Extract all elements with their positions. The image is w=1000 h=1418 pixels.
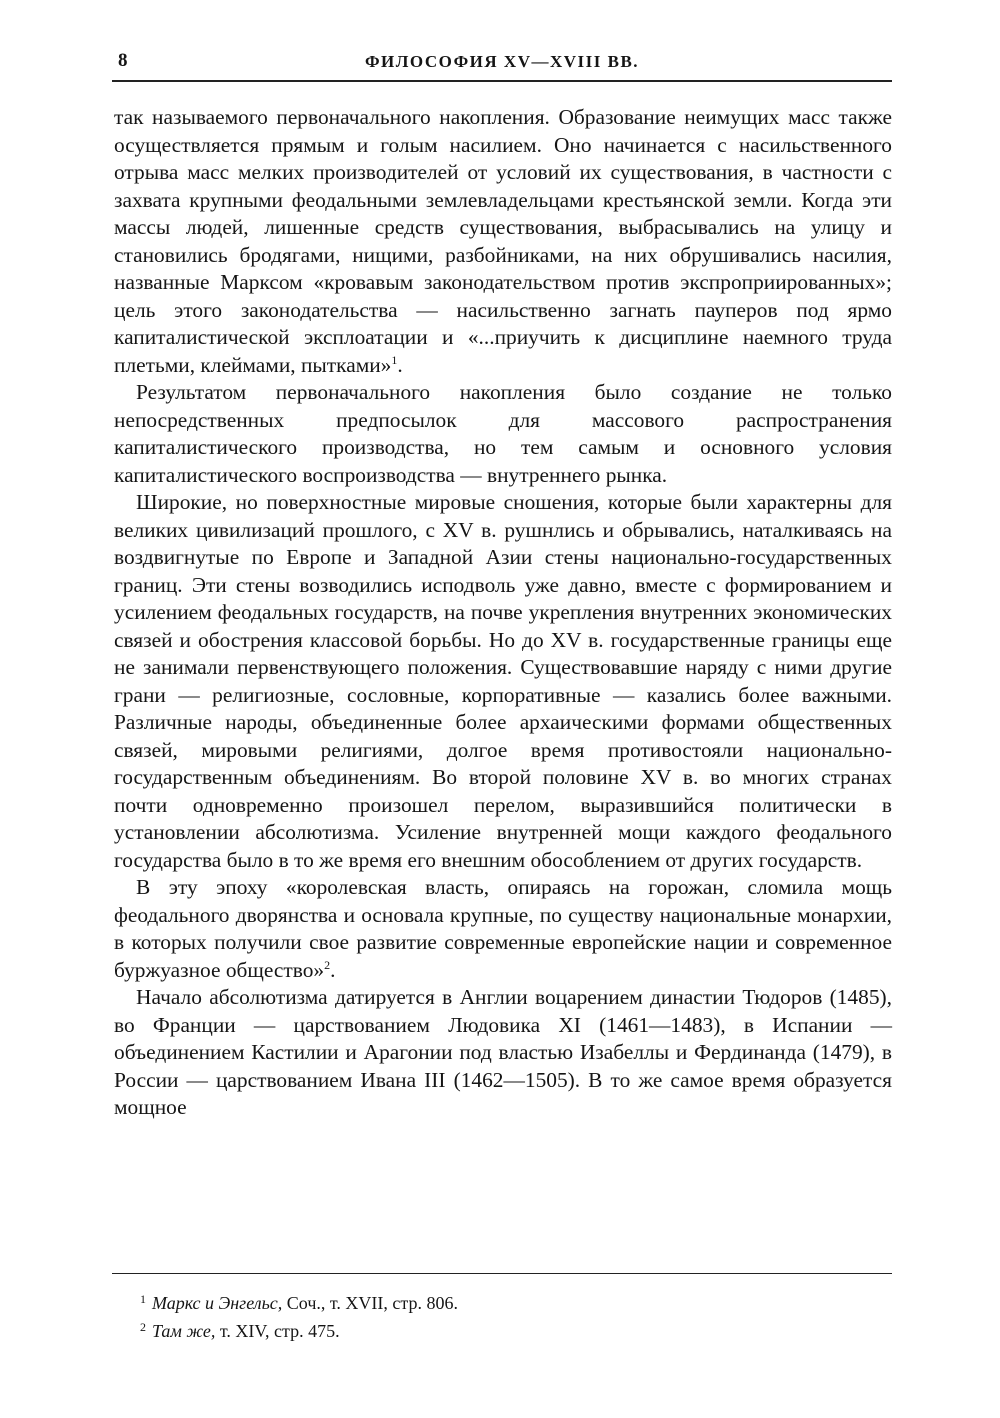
footnote-ref-1: 1 — [391, 352, 398, 367]
paragraph-4-text: В эту эпоху «королевская власть, опираясь на горожан, сломила мощь феодального дворянства и основала крупные, по существу национальные монархии, в которых получили свое развитие современные европейские нации и современное буржуазное общество» — [114, 875, 892, 982]
running-title: ФИЛОСОФИЯ XV—XVIII ВВ. — [364, 52, 640, 71]
paragraph-1-text: так называемого первоначального накопления. Образование неимущих масс также осуществляется прямым и голым насилием. Оно начинается с насильственного отрыва масс мелких производителей от условий их существования, в частности с захвата крупными феодальными землевладельцами крестьянской земли. Когда эти массы людей, лишенные средств существования, выбрасывались на улицу и становились бродягами, нищими, разбойниками, на них обрушивались насилия, названные Марксом «кровавым законодательством против экспроприированных»; цель этого законодательства — насильственно загнать пауперов под ярмо капиталистической эксплоатации и «...приучить к дисциплине наемного труда плетьми, клеймами, пытками» — [114, 105, 892, 377]
footnote-ref-2: 2 — [324, 957, 331, 972]
body-text — [114, 104, 892, 1122]
paragraph-1-tail: . — [397, 352, 403, 377]
footnote-2-rest: т. XIV, стр. 475. — [215, 1321, 340, 1341]
footnote-1 — [140, 1287, 458, 1315]
running-head — [112, 48, 892, 80]
footnote-2-source: Там же, — [152, 1321, 216, 1341]
paragraph-3: Широкие, но поверхностные мировые сношения, которые были характерны для великих цивилизаций прошлого, с XV в. рушнлись и обрывались, наталкиваясь на воздвигнутые по Европе и Западной Азии стены национально-государственных границ. Эти стены возводились исподволь уже давно, вместе с формированием и усилением феодальных государств, на почве укрепления внутренних экономических связей и обострения классовой борьбы. Но до XV в. государственные границы еще не занимали первенствующего положения. Существовавшие наряду с ними другие грани — религиозные, сословные, корпоративные — казались более важными. Различные народы, объединенные более архаическими формами общественных связей, мировыми религиями, долгое время противостояли национально-государственным объединениям. Во второй половине XV в. во многих странах почти одновременно произошел перелом, выразившийся политически в установлении абсолютизма. Усиление внутренней мощи каждого феодального государства было в то же время его внешним обособлением от других государств. — [114, 490, 892, 872]
paragraph-1 — [114, 104, 892, 379]
footnote-1-rest: Соч., т. XVII, стр. 806. — [282, 1293, 458, 1313]
paragraph-4-tail: . — [330, 957, 336, 982]
footnote-rule — [112, 1273, 892, 1274]
footnote-2 — [140, 1315, 458, 1343]
footnotes — [140, 1287, 458, 1343]
paragraph-2: Результатом первоначального накопления было создание не только непосредственных предпосылок для массового распространения капиталистического производства, но тем самым и основного условия капиталистического воспроизводства — внутреннего рынка. — [114, 380, 892, 487]
paragraph-4 — [114, 874, 892, 984]
paragraph-5: Начало абсолютизма датируется в Англии воцарением династии Тюдоров (1485), во Франции — царствованием Людовика XI (1461—1483), в Испании — объединением Кастилии и Арагонии под властью Изабеллы и Фердинанда (1479), в России — царствованием Ивана III (1462—1505). В то же самое время образуется мощное — [114, 985, 892, 1119]
header-rule — [112, 80, 892, 82]
page-number: 8 — [118, 50, 128, 71]
footnote-1-source: Маркс и Энгельс, — [152, 1293, 283, 1313]
footnote-2-mark: 2 — [140, 1320, 146, 1334]
footnote-1-mark: 1 — [140, 1292, 146, 1306]
